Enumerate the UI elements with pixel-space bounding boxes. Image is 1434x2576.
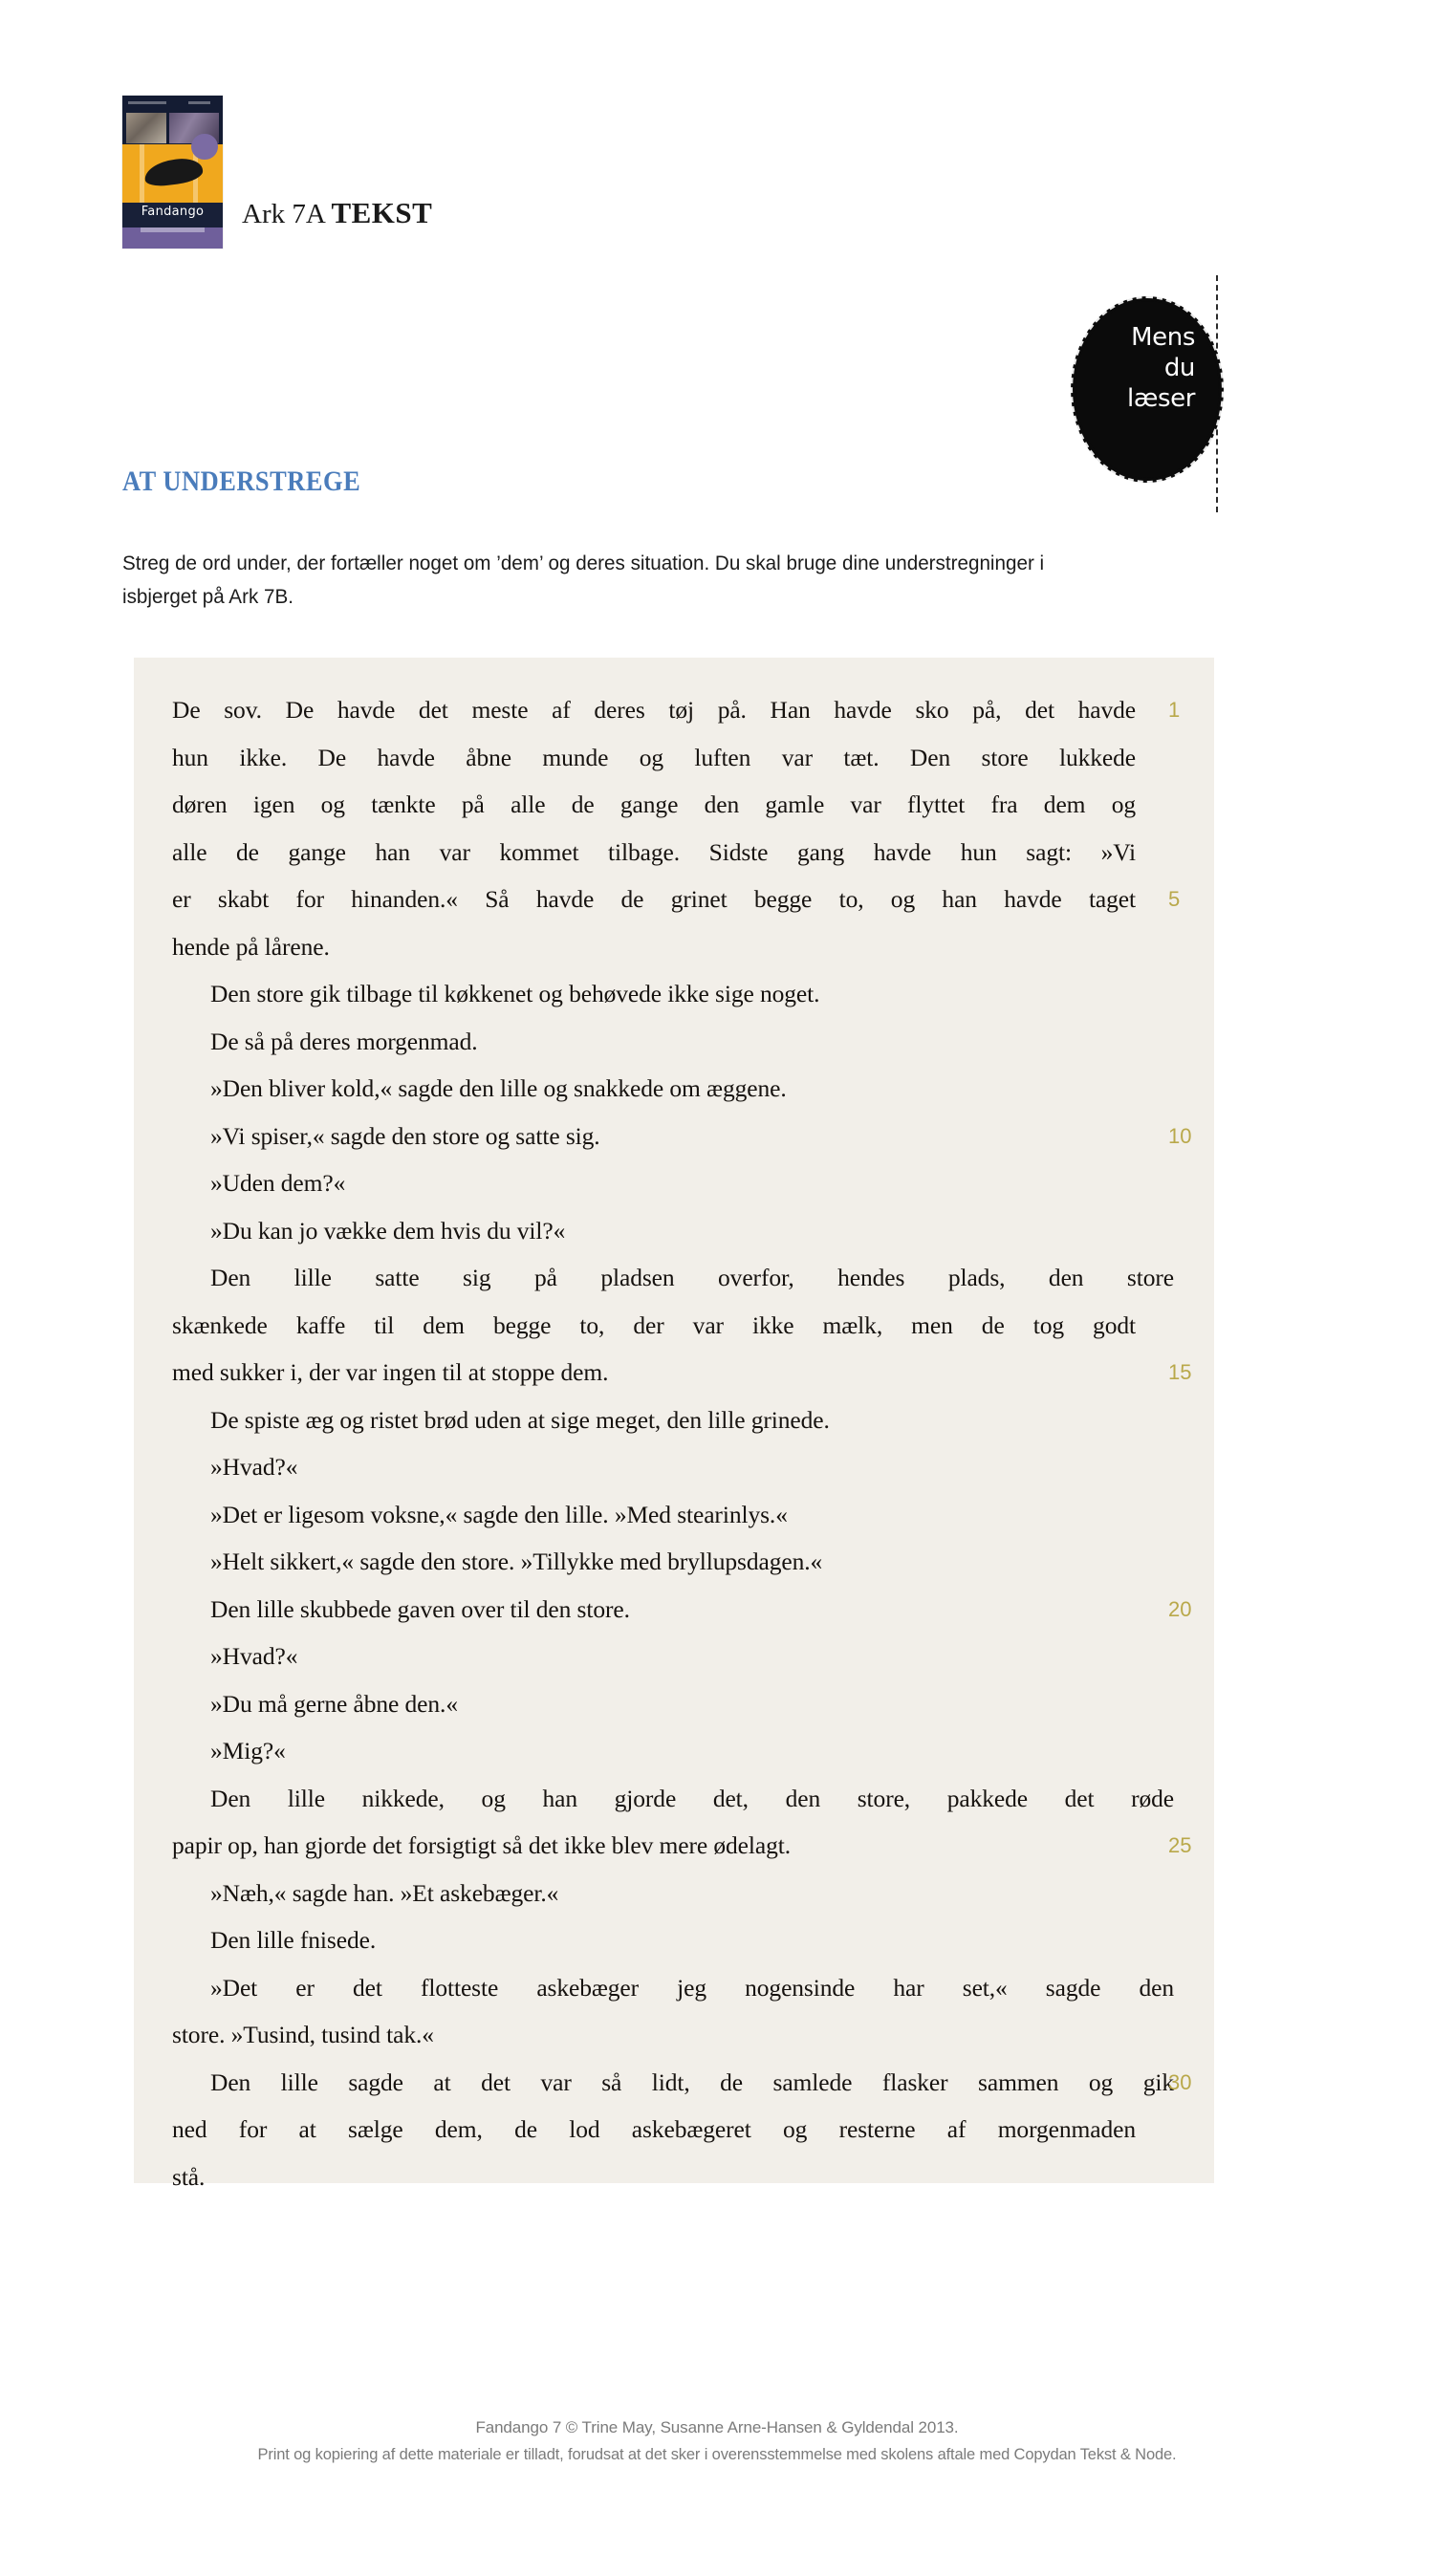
text-line (172, 1680, 1193, 1728)
book-cover-subtitle-rule (141, 227, 205, 232)
text-line (172, 1916, 1193, 1964)
badge-line-3: læser (1127, 383, 1195, 413)
text-line (172, 1727, 1193, 1775)
text-line-content: De sov. De havde det meste af deres tøj på. Han havde sko på, det havde (172, 696, 1136, 724)
line-number: 30 (1168, 2069, 1192, 2094)
reading-phase-badge (1071, 296, 1228, 487)
text-line-content: papir op, han gjorde det forsigtigt så det ikke blev mere ødelagt. (172, 1831, 791, 1859)
text-line-content: De så på deres morgenmad. (210, 1027, 478, 1055)
text-line-content: »Uden dem?« (210, 1169, 346, 1197)
text-line-content: ned for at sælge dem, de lod askebægeret og resterne af morgenmaden (172, 2115, 1136, 2143)
line-number: 25 (1168, 1833, 1192, 1857)
text-line (172, 1207, 1193, 1255)
text-line-content: De spiste æg og ristet brød uden at sige meget, den lille grinede. (210, 1405, 830, 1434)
text-line-content: Den lille skubbede gaven over til den store. (210, 1594, 630, 1623)
text-line-content: stå. (172, 2162, 206, 2191)
task-instructions: Streg de ord under, der fortæller noget om ’dem’ og deres situation. Du skal bruge dine understregninger i isbjerget på Ark 7B. (122, 552, 1045, 608)
text-line (172, 734, 1136, 782)
footer-copyright: Fandango 7 © Trine May, Susanne Arne-Hansen & Gyldendal 2013. (475, 2418, 959, 2436)
line-number: 10 (1168, 1123, 1192, 1148)
page-title (242, 196, 432, 231)
text-line-content: Den lille sagde at det var så lidt, de samlede flasker sammen og gik (210, 2067, 1174, 2096)
text-line-content: hun ikke. De havde åbne munde og luften var tæt. Den store lukkede (172, 743, 1136, 771)
text-line-content: »Du kan jo vække dem hvis du vil?« (210, 1216, 566, 1245)
text-line (172, 829, 1136, 877)
text-line-content: Den lille satte sig på pladsen overfor, hendes plads, den store (210, 1264, 1174, 1291)
text-line (172, 1822, 1193, 1870)
text-line (172, 2059, 1192, 2107)
reading-text-lines (172, 686, 1193, 2200)
footer-permission-notice: Print og kopiering af dette materiale er tilladt, forudsat at det sker i overensstemmelse med skolens aftale med Copydan Tekst & Node. (257, 2446, 1177, 2463)
text-line (172, 1396, 1193, 1444)
text-line-content: »Helt sikkert,« sagde den store. »Tillykke med bryllupsdagen.« (210, 1548, 823, 1575)
text-line-content: Den lille nikkede, og han gjorde det, den store, pakkede det røde (210, 1784, 1174, 1812)
text-line (172, 1775, 1174, 1823)
text-line (172, 876, 1181, 923)
text-line (172, 2011, 1193, 2059)
text-line-content: døren igen og tænkte på alle de gange den gamle var flyttet fra dem og (172, 790, 1136, 818)
book-cover-header-rule-left (128, 101, 166, 104)
page-header (122, 96, 1308, 258)
text-line-content: »Det er ligesom voksne,« sagde den lille. »Med stearinlys.« (210, 1500, 788, 1528)
text-line (172, 1113, 1193, 1160)
text-line-content: »Vi spiser,« sagde den store og satte sig. (210, 1121, 600, 1150)
text-line-content: hende på lårene. (172, 932, 330, 961)
text-line-content: »Hvad?« (210, 1453, 298, 1481)
book-cover-circle-badge (191, 134, 217, 160)
book-cover-photo-left (126, 113, 166, 143)
text-line (172, 1538, 1193, 1586)
text-line (172, 1065, 1193, 1113)
text-line (172, 781, 1136, 829)
text-line (172, 1159, 1193, 1207)
line-number: 1 (1168, 698, 1181, 722)
text-line (172, 1302, 1136, 1350)
text-line-content: »Det er det flotteste askebæger jeg nogensinde har set,« sagde den (210, 1973, 1174, 2002)
badge-line-2: du (1163, 353, 1195, 382)
book-cover-header-rule-right (188, 101, 210, 104)
text-line-content: med sukker i, der var ingen til at stoppe dem. (172, 1358, 609, 1386)
text-line (172, 923, 1193, 971)
text-line (172, 970, 1193, 1018)
text-line (172, 1254, 1174, 1302)
text-line-content: »Næh,« sagde han. »Et askebæger.« (210, 1878, 559, 1907)
badge-line-1: Mens (1131, 323, 1195, 352)
book-cover-title: Fandango (141, 205, 205, 220)
text-line-content: skænkede kaffe til dem begge to, der var ikke mælk, men de tog godt (172, 1310, 1136, 1339)
text-line (172, 2154, 1193, 2201)
sheet-number-label: Ark 7A (242, 199, 332, 229)
text-line (172, 1586, 1193, 1634)
text-line (172, 2106, 1136, 2154)
text-line-content: »Hvad?« (210, 1642, 298, 1670)
text-line (172, 1443, 1193, 1491)
text-line-content: store. »Tusind, tusind tak.« (172, 2021, 434, 2048)
text-line-content: »Du må gerne åbne den.« (210, 1689, 458, 1718)
text-line (172, 686, 1181, 734)
book-cover-stripe-left (140, 144, 144, 206)
text-line (172, 1491, 1193, 1539)
text-line-content: er skabt for hinanden.« Så havde de grinet begge to, og han havde taget (172, 885, 1136, 913)
text-line (172, 1349, 1193, 1396)
section-heading: AT UNDERSTREGE (122, 465, 361, 497)
text-line (172, 1964, 1174, 2012)
text-line-content: Den store gik tilbage til køkkenet og behøvede ikke sige noget. (210, 980, 820, 1007)
text-line-content: Den lille fnisede. (210, 1926, 377, 1954)
text-line (172, 1018, 1193, 1066)
text-line-content: alle de gange han var kommet tilbage. Sidste gang havde hun sagt: »Vi (172, 837, 1136, 866)
reading-text-panel (134, 658, 1214, 2191)
text-line (172, 1633, 1193, 1680)
book-cover-thumbnail (122, 96, 223, 249)
text-line-content: »Mig?« (210, 1737, 286, 1764)
line-number: 20 (1168, 1596, 1192, 1621)
text-line-content: »Den bliver kold,« sagde den lille og snakkede om æggene. (210, 1074, 787, 1102)
text-line (172, 1870, 1193, 1917)
page-footer (0, 2418, 1434, 2464)
sheet-type-label: TEKST (331, 196, 433, 229)
line-number: 5 (1168, 887, 1181, 911)
line-number: 15 (1168, 1360, 1192, 1384)
badge-label (1071, 323, 1195, 415)
